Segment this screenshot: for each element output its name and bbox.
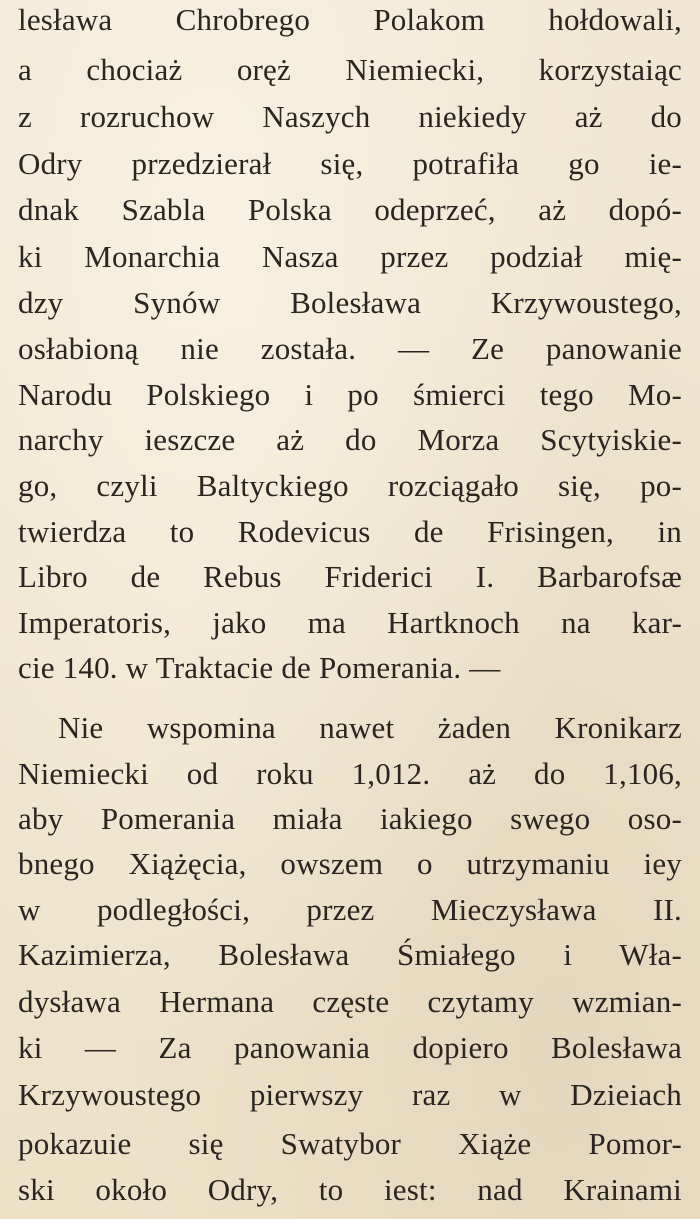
text-line: z rozruchow Naszych niekiedy aż do: [18, 99, 682, 134]
text-line: w podległości, przez Mieczysława II.: [18, 892, 682, 927]
text-line: Libro de Rebus Friderici I. Barbarofsæ: [18, 559, 682, 594]
text-line: Niemiecki od roku 1,012. aż do 1,106,: [18, 756, 682, 791]
text-line: twierdza to Rodevicus de Frisingen, in: [18, 514, 682, 549]
text-line: ki — Za panowania dopiero Bolesława: [18, 1030, 682, 1065]
text-line: bnego Xiążęcia, owszem o utrzymaniu iey: [18, 846, 682, 881]
text-line: dnak Szabla Polska odeprzeć, aż dopó-: [18, 192, 682, 227]
text-line: pokazuie się Swatybor Xiąże Pomor-: [18, 1126, 682, 1161]
text-line: dzy Synów Bolesława Krzywoustego,: [18, 285, 682, 320]
text-line: Odry przedzierał się, potrafiła go ie-: [18, 146, 682, 181]
text-line: Imperatoris, jako ma Hartknoch na kar-: [18, 605, 682, 640]
text-line: lesława Chrobrego Polakom hołdowali,: [18, 2, 682, 37]
text-line: aby Pomerania miała iakiego swego oso-: [18, 801, 682, 836]
text-line: Kazimierza, Bolesława Śmiałego i Wła-: [18, 937, 682, 972]
text-line: go, czyli Baltyckiego rozciągało się, po-: [18, 468, 682, 503]
text-line: ski około Odry, to iest: nad Krainami: [18, 1172, 682, 1207]
text-line: cie 140. w Traktacie de Pomerania. —: [18, 650, 501, 685]
text-line: narchy ieszcze aż do Morza Scytyiskie-: [18, 422, 682, 457]
text-line: ki Monarchia Nasza przez podział mię-: [18, 239, 682, 274]
text-line: dysława Hermana częste czytamy wzmian-: [18, 984, 682, 1019]
text-line: osłabioną nie została. — Ze panowanie: [18, 331, 682, 366]
text-line: a chociaż oręż Niemiecki, korzystaiąc: [18, 52, 682, 87]
text-line: Nie wspomina nawet żaden Kronikarz: [58, 710, 682, 745]
text-line: Narodu Polskiego i po śmierci tego Mo-: [18, 377, 682, 412]
text-line: Krzywoustego pierwszy raz w Dzieiach: [18, 1077, 682, 1112]
